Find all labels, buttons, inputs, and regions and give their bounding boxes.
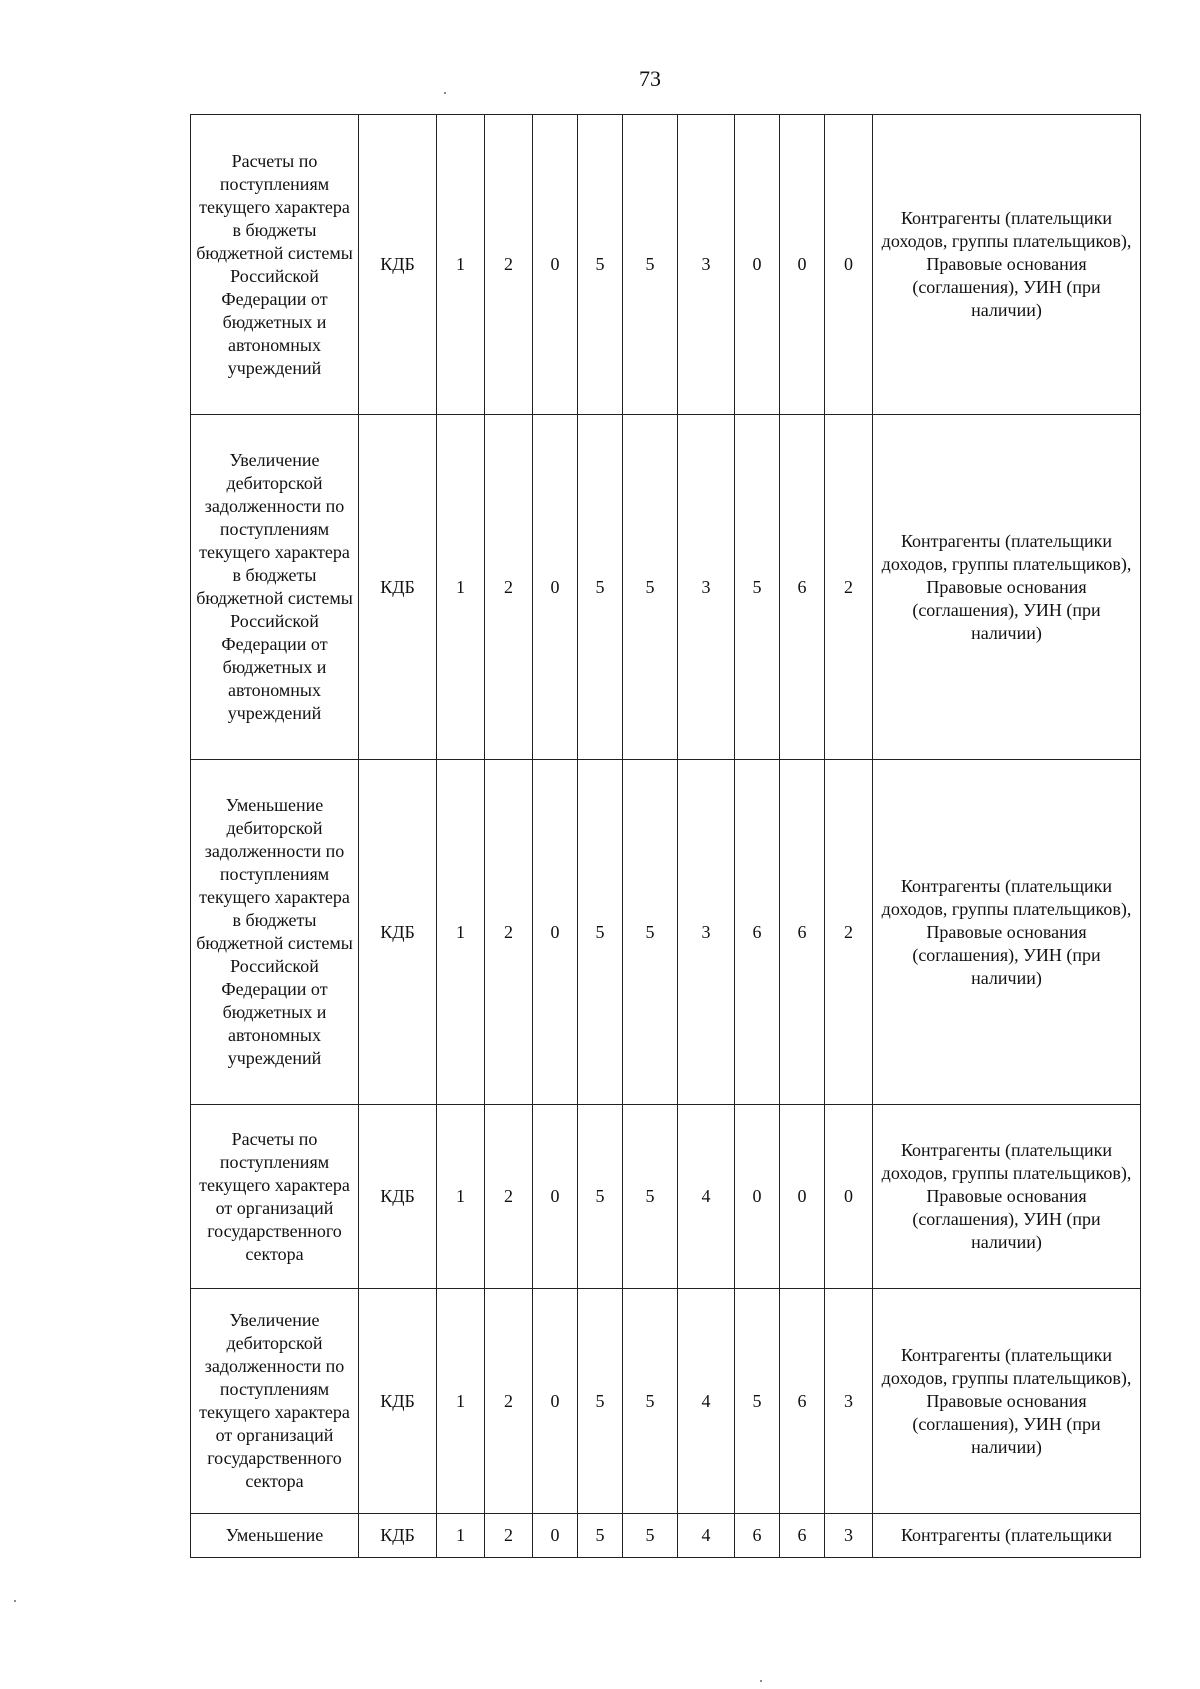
row-description: Уменьшение [191, 1514, 359, 1558]
row-analytics: Контрагенты (плательщики доходов, группы плательщиков), Правовые основания (соглашения), УИН (при наличии) [873, 415, 1141, 760]
accounts-table [190, 114, 1141, 1558]
account-digit: 0 [825, 115, 873, 415]
account-digit: 2 [485, 115, 533, 415]
table-row [191, 1514, 1141, 1558]
account-digit: 3 [825, 1514, 873, 1558]
account-digit: 0 [533, 1105, 578, 1289]
account-digit: 5 [623, 415, 678, 760]
account-digit: 0 [533, 760, 578, 1105]
account-digit: 3 [825, 1289, 873, 1514]
account-digit: 0 [533, 1514, 578, 1558]
account-digit: 5 [735, 415, 780, 760]
account-digit: 0 [825, 1105, 873, 1289]
account-digit: 2 [825, 760, 873, 1105]
row-code: КДБ [359, 760, 437, 1105]
row-analytics: Контрагенты (плательщики доходов, группы плательщиков), Правовые основания (соглашения), УИН (при наличии) [873, 115, 1141, 415]
table-row [191, 1105, 1141, 1289]
row-code: КДБ [359, 1514, 437, 1558]
account-digit: 1 [437, 760, 485, 1105]
table-row [191, 115, 1141, 415]
account-digit: 3 [678, 415, 735, 760]
page-number: 73 [639, 66, 661, 91]
account-digit: 1 [437, 115, 485, 415]
account-digit: 0 [735, 1105, 780, 1289]
row-analytics: Контрагенты (плательщики доходов, группы плательщиков), Правовые основания (соглашения), УИН (при наличии) [873, 1289, 1141, 1514]
account-digit: 2 [485, 760, 533, 1105]
account-digit: 5 [623, 1289, 678, 1514]
row-analytics: Контрагенты (плательщики доходов, группы плательщиков), Правовые основания (соглашения), УИН (при наличии) [873, 1105, 1141, 1289]
account-digit: 5 [735, 1289, 780, 1514]
account-digit: 0 [780, 115, 825, 415]
scan-speck [444, 92, 446, 94]
row-code: КДБ [359, 115, 437, 415]
scan-speck [14, 1600, 16, 1602]
row-code: КДБ [359, 415, 437, 760]
account-digit: 6 [780, 1289, 825, 1514]
row-description: Расчеты по поступлениям текущего характера в бюджеты бюджетной системы Российской Федерации от бюджетных и автономных учреждений [191, 115, 359, 415]
row-code: КДБ [359, 1289, 437, 1514]
account-digit: 1 [437, 1105, 485, 1289]
account-digit: 2 [485, 1514, 533, 1558]
account-digit: 1 [437, 1289, 485, 1514]
account-digit: 5 [578, 1289, 623, 1514]
account-digit: 5 [578, 415, 623, 760]
account-digit: 5 [623, 760, 678, 1105]
account-digit: 0 [533, 115, 578, 415]
account-digit: 4 [678, 1105, 735, 1289]
account-digit: 6 [735, 1514, 780, 1558]
account-digit: 5 [578, 115, 623, 415]
account-digit: 5 [578, 1514, 623, 1558]
row-analytics: Контрагенты (плательщики [873, 1514, 1141, 1558]
account-digit: 5 [578, 1105, 623, 1289]
account-digit: 5 [578, 760, 623, 1105]
scan-speck [760, 1680, 762, 1682]
row-description: Увеличение дебиторской задолженности по поступлениям текущего характера от организаций государственного сектора [191, 1289, 359, 1514]
row-description: Уменьшение дебиторской задолженности по поступлениям текущего характера в бюджеты бюджетной системы Российской Федерации от бюджетных и автономных учреждений [191, 760, 359, 1105]
account-digit: 5 [623, 1514, 678, 1558]
row-code: КДБ [359, 1105, 437, 1289]
account-digit: 6 [780, 760, 825, 1105]
account-digit: 2 [485, 1105, 533, 1289]
account-digit: 2 [825, 415, 873, 760]
row-analytics: Контрагенты (плательщики доходов, группы плательщиков), Правовые основания (соглашения), УИН (при наличии) [873, 760, 1141, 1105]
account-digit: 5 [623, 115, 678, 415]
account-digit: 2 [485, 415, 533, 760]
table-row [191, 415, 1141, 760]
account-digit: 0 [533, 415, 578, 760]
account-digit: 6 [735, 760, 780, 1105]
row-description: Расчеты по поступлениям текущего характера от организаций государственного сектора [191, 1105, 359, 1289]
account-digit: 6 [780, 1514, 825, 1558]
account-digit: 4 [678, 1514, 735, 1558]
account-digit: 3 [678, 115, 735, 415]
account-digit: 2 [485, 1289, 533, 1514]
account-digit: 0 [780, 1105, 825, 1289]
account-digit: 1 [437, 415, 485, 760]
account-digit: 1 [437, 1514, 485, 1558]
account-digit: 6 [780, 415, 825, 760]
account-digit: 3 [678, 760, 735, 1105]
account-digit: 5 [623, 1105, 678, 1289]
account-digit: 0 [735, 115, 780, 415]
table-row [191, 760, 1141, 1105]
row-description: Увеличение дебиторской задолженности по поступлениям текущего характера в бюджеты бюджетной системы Российской Федерации от бюджетных и автономных учреждений [191, 415, 359, 760]
account-digit: 4 [678, 1289, 735, 1514]
account-digit: 0 [533, 1289, 578, 1514]
table-row [191, 1289, 1141, 1514]
